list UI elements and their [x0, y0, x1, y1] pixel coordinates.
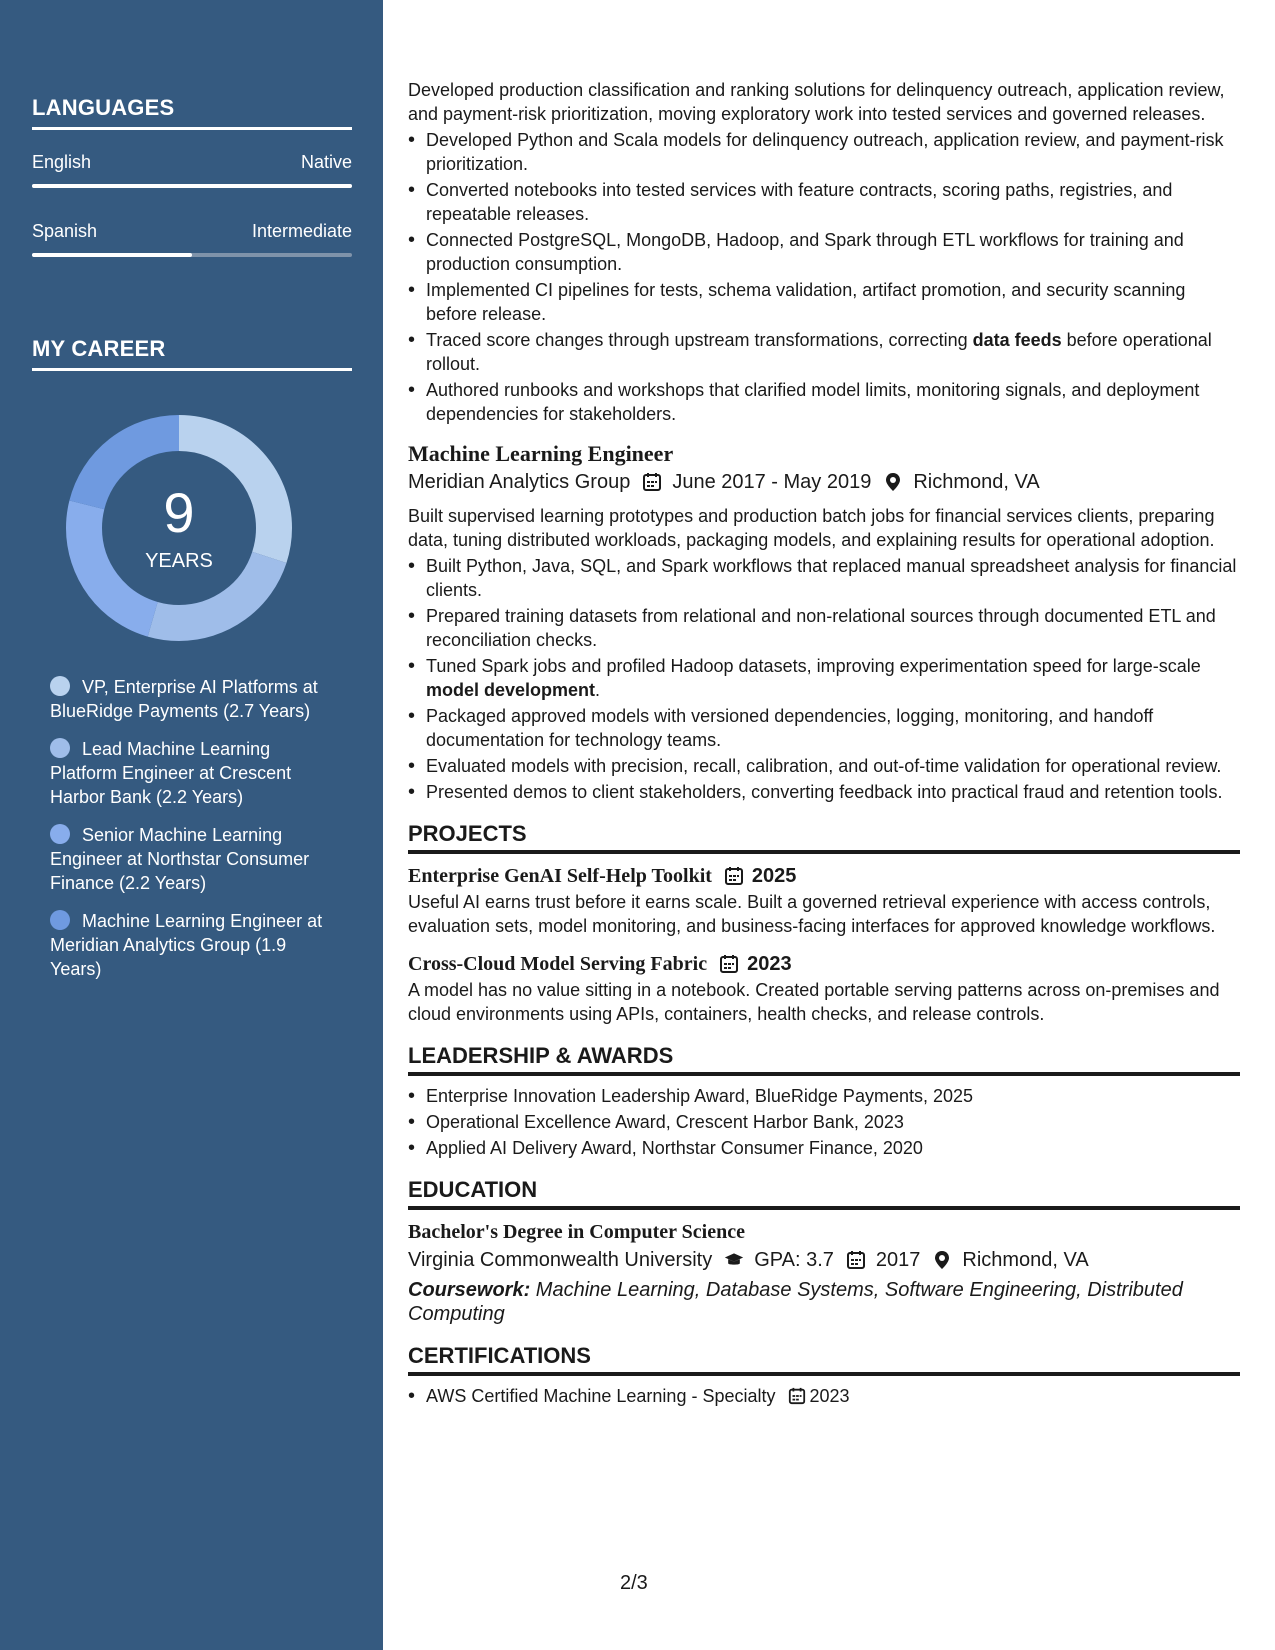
career-legend-item: Machine Learning Engineer at Meridian Analytics Group (1.9 Years): [50, 911, 323, 979]
language-row-english: [32, 152, 352, 173]
calendar-icon: [719, 954, 739, 974]
project-title: Cross-Cloud Model Serving Fabric: [408, 953, 708, 975]
legend-dot-icon: [50, 676, 70, 696]
job-summary: Built supervised learning prototypes and production batch jobs for financial services clients, preparing data, tuning distributed workloads, packaging models, and explaining results for operational adoption.: [408, 506, 1215, 550]
legend-dot-icon: [50, 910, 70, 930]
project-year: 2023: [747, 953, 792, 975]
legend-dot-icon: [50, 824, 70, 844]
career-legend: [50, 675, 330, 995]
list-item: • Connected PostgreSQL, MongoDB, Hadoop, and Spark through ETL workflows for training and production consumption.: [426, 228, 1240, 276]
list-item: • Implemented CI pipelines for tests, schema validation, artifact promotion, and security scanning before release.: [426, 278, 1240, 326]
list-item: • Prepared training datasets from relational and non-relational sources through documented ETL and reconciliation checks.: [426, 604, 1240, 652]
list-item: • Presented demos to client stakeholders, converting feedback into practical fraud and retention tools.: [426, 780, 1240, 804]
list-item: • Developed Python and Scala models for delinquency outreach, application review, and payment-risk prioritization.: [426, 128, 1240, 176]
certifications-list: [426, 1384, 1240, 1408]
languages-heading: LANGUAGES: [32, 95, 352, 130]
career-legend-item: Senior Machine Learning Engineer at Northstar Consumer Finance (2.2 Years): [50, 825, 310, 893]
language-level: Native: [300, 152, 352, 172]
job-bullets: [426, 128, 1240, 426]
coursework: Coursework: Machine Learning, Database Systems, Software Engineering, Distributed Computing: [408, 1279, 1183, 1325]
awards-heading: LEADERSHIP & AWARDS: [408, 1042, 1240, 1076]
certification-year: 2023: [809, 1386, 850, 1406]
language-bar-spanish: [32, 253, 352, 257]
location-pin-icon: [883, 472, 903, 492]
list-item: • Authored runbooks and workshops that clarified model limits, monitoring signals, and deployment dependencies for stakeholders.: [426, 378, 1240, 426]
project-year: 2025: [751, 865, 797, 887]
career-donut-chart: [66, 415, 292, 641]
job-bullets: [426, 554, 1240, 804]
list-item: • Applied AI Delivery Award, Northstar Consumer Finance, 2020: [426, 1136, 1240, 1160]
list-item: • Tuned Spark jobs and profiled Hadoop datasets, improving experimentation speed for large-scale model development.: [426, 654, 1240, 702]
career-heading: MY CAREER: [32, 336, 352, 371]
list-item: [426, 1384, 1240, 1408]
awards-list: [426, 1084, 1240, 1160]
language-name: Spanish: [32, 221, 98, 241]
list-item: • Enterprise Innovation Leadership Award, BlueRidge Payments, 2025: [426, 1084, 1240, 1108]
location-pin-icon: [932, 1250, 952, 1270]
gpa: GPA: 3.7: [754, 1249, 834, 1271]
language-row-spanish: [32, 221, 352, 242]
list-item: • Traced score changes through upstream transformations, correcting data feeds before operational rollout.: [426, 328, 1240, 376]
list-item: • Packaged approved models with versioned dependencies, logging, monitoring, and handoff documentation for technology teams.: [426, 704, 1240, 752]
language-bar-english: [32, 184, 352, 188]
job-intro-paragraph: Developed production classification and ranking solutions for delinquency outreach, application review, and payment-risk prioritization, moving exploratory work into tested services and governed releases.: [408, 80, 1225, 124]
education-heading: EDUCATION: [408, 1176, 1240, 1210]
coursework-label: Coursework:: [408, 1279, 531, 1301]
education-meta: [408, 1246, 1240, 1274]
job-dates: June 2017 - May 2019: [672, 471, 872, 493]
certification-name: • AWS Certified Machine Learning - Specialty: [426, 1386, 776, 1406]
project-title-row: [408, 862, 1240, 890]
page-number: 2/3: [620, 1572, 648, 1594]
list-item: • Converted notebooks into tested services with feature contracts, scoring paths, registries, and repeatable releases.: [426, 178, 1240, 226]
list-item: • Operational Excellence Award, Crescent Harbor Bank, 2023: [426, 1110, 1240, 1134]
language-name: English: [32, 152, 92, 172]
calendar-icon: [788, 1387, 806, 1405]
graduation-cap-icon: [724, 1250, 744, 1270]
language-bar-fill: [32, 253, 192, 257]
language-level: Intermediate: [251, 221, 352, 241]
job-meta: [408, 468, 1240, 496]
career-total-years: 9: [163, 481, 195, 544]
sidebar: [0, 0, 383, 1650]
career-legend-item: VP, Enterprise AI Platforms at BlueRidge Payments (2.7 Years): [50, 677, 318, 721]
career-years-label: YEARS: [145, 550, 213, 572]
legend-dot-icon: [50, 738, 70, 758]
project-title-row: [408, 950, 1240, 978]
job-title: Machine Learning Engineer: [408, 441, 674, 466]
project-description: Useful AI earns trust before it earns scale. Built a governed retrieval experience with access controls, evaluation sets, model monitoring, and business-facing interfaces for approved knowledge workflows.: [408, 892, 1216, 936]
main-content: [408, 78, 1240, 1410]
language-bar-fill: [32, 184, 352, 188]
school-location: Richmond, VA: [962, 1249, 1089, 1271]
job-location: Richmond, VA: [913, 471, 1040, 493]
school-name: Virginia Commonwealth University: [408, 1249, 713, 1271]
degree-title: Bachelor's Degree in Computer Science: [408, 1221, 745, 1243]
career-legend-item: Lead Machine Learning Platform Engineer at Crescent Harbor Bank (2.2 Years): [50, 739, 292, 807]
list-item: • Evaluated models with precision, recall, calibration, and out-of-time validation for operational review.: [426, 754, 1240, 778]
calendar-icon: [846, 1250, 866, 1270]
list-item: • Built Python, Java, SQL, and Spark workflows that replaced manual spreadsheet analysis for financial clients.: [426, 554, 1240, 602]
project-description: A model has no value sitting in a notebook. Created portable serving patterns across on-premises and cloud environments using APIs, containers, health checks, and release controls.: [408, 980, 1220, 1024]
calendar-icon: [724, 866, 744, 886]
graduation-year: 2017: [875, 1249, 921, 1271]
calendar-icon: [642, 472, 662, 492]
job-company: Meridian Analytics Group: [408, 471, 631, 493]
project-title: Enterprise GenAI Self-Help Toolkit: [408, 865, 712, 887]
certifications-heading: CERTIFICATIONS: [408, 1342, 1240, 1376]
projects-heading: PROJECTS: [408, 820, 1240, 854]
